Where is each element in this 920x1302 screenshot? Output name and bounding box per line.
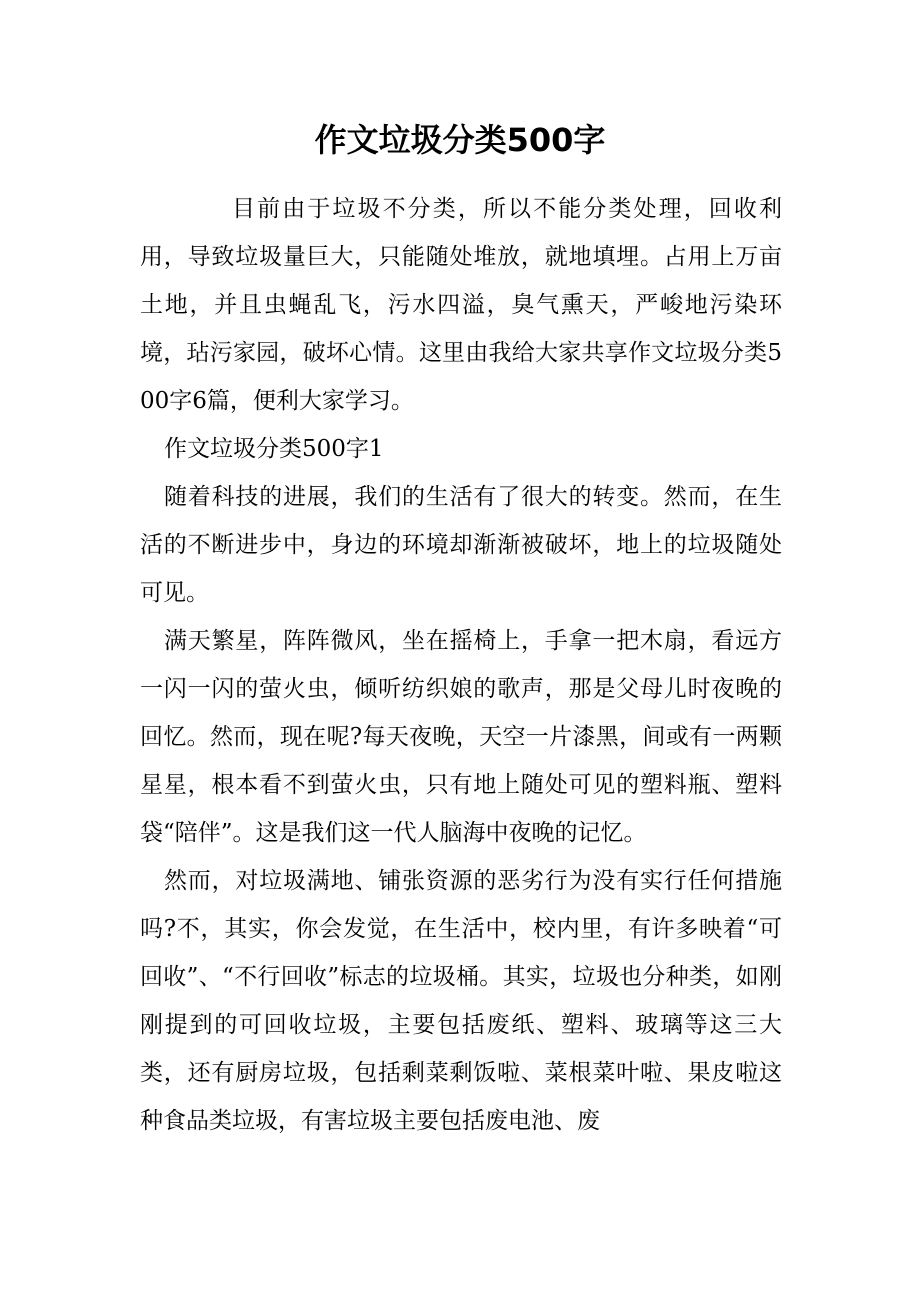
body-paragraph: 随着科技的进展，我们的生活有了很大的转变。然而，在生活的不断进步中，身边的环境却渐渐被破坏，地上的垃圾随处可见。 — [140, 484, 782, 606]
section-heading: 作文垃圾分类500字1 — [164, 436, 384, 462]
body-paragraph: 满天繁星，阵阵微风，坐在摇椅上，手拿一把木扇，看远方一闪一闪的萤火虫，倾听纺织娘的歌声，那是父母儿时夜晚的回忆。然而，现在呢?每天夜晚，天空一片漆黑，间或有一两颗星星，根本看不到萤火虫，只有地上随处可见的塑料瓶、塑料袋“陪伴”。这是我们这一代人脑海中夜晚的记忆。 — [140, 628, 782, 846]
document-body — [140, 185, 782, 1145]
intro-paragraph: 目前由于垃圾不分类，所以不能分类处理，回收利用，导致垃圾量巨大，只能随处堆放，就地填埋。占用上万亩土地，并且虫蝇乱飞，污水四溢，臭气熏天，严峻地污染环境，玷污家园，破坏心情。这里由我给大家共享作文垃圾分类500字6篇，便利大家学习。 — [140, 196, 782, 414]
document-title: 作文垃圾分类500字 — [314, 121, 606, 159]
body-paragraph: 然而，对垃圾满地、铺张资源的恶劣行为没有实行任何措施吗?不，其实，你会发觉，在生活中，校内里，有许多映着“可回收”、“不行回收”标志的垃圾桶。其实，垃圾也分种类，如刚刚提到的可回收垃圾，主要包括废纸、塑料、玻璃等这三大类，还有厨房垃圾，包括剩菜剩饭啦、菜根菜叶啦、果皮啦这种食品类垃圾，有害垃圾主要包括废电池、废 — [140, 868, 782, 1134]
